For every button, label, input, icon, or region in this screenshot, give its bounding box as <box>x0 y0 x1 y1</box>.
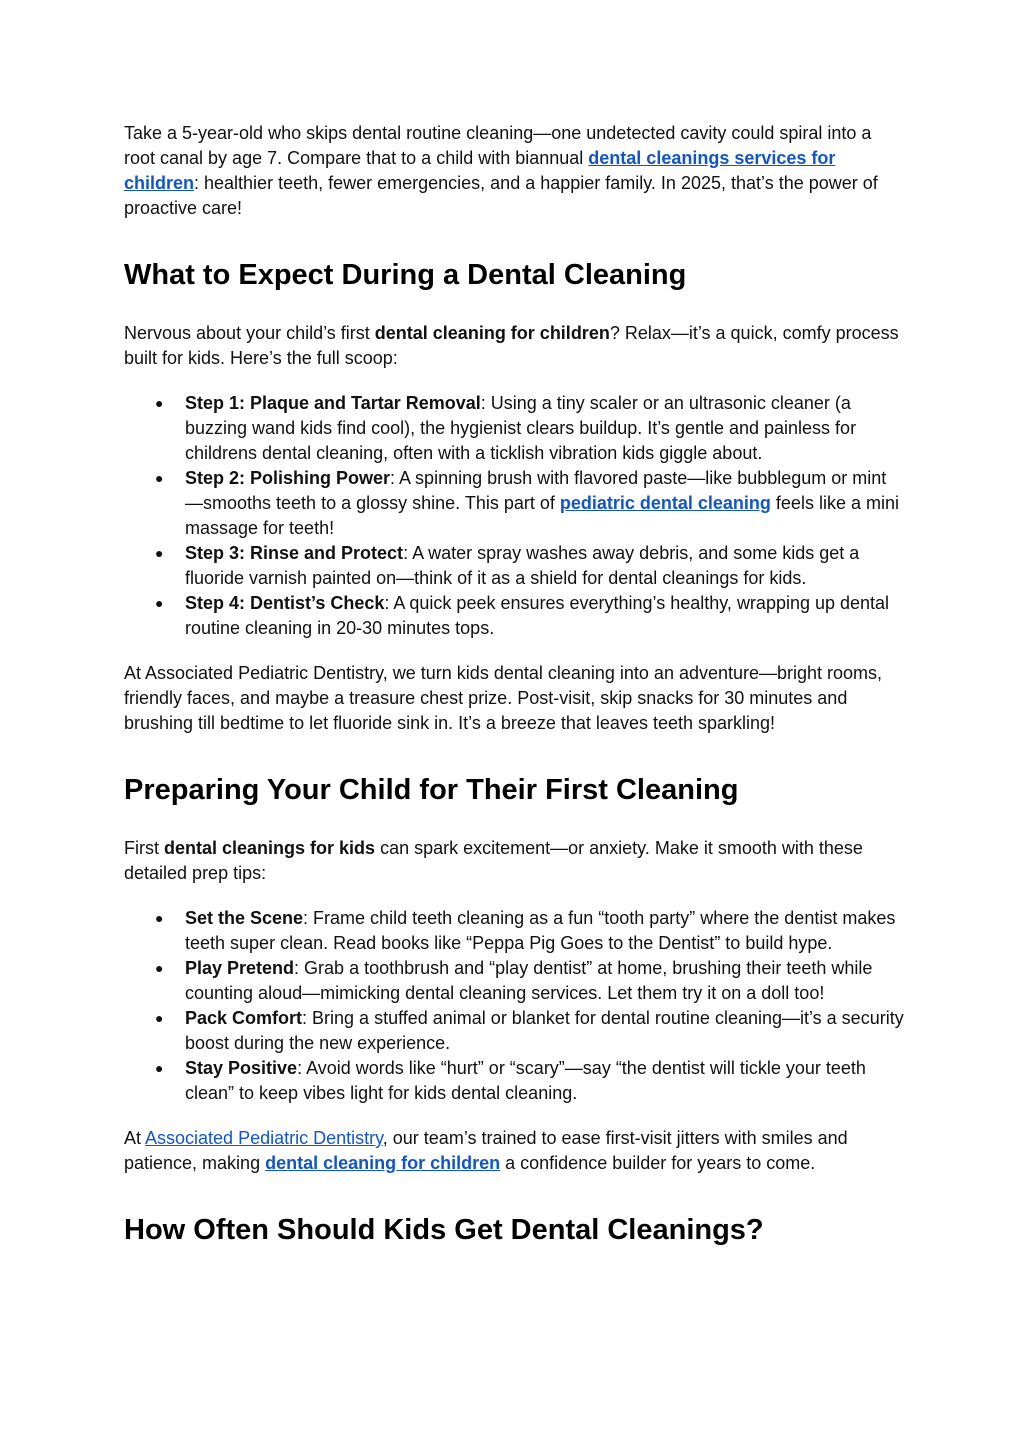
pediatric-dental-cleaning-link[interactable]: pediatric dental cleaning <box>559 493 771 513</box>
list-item-step-1 <box>124 391 904 466</box>
tip-title: Stay Positive <box>185 1058 298 1078</box>
preparing-closing-paragraph <box>124 1126 904 1176</box>
bullet-icon: ● <box>155 545 164 561</box>
bullet-icon: ● <box>155 395 164 411</box>
step-text-after: feels like a mini massage for teeth! <box>185 493 899 538</box>
step-title: Step 3: Rinse and Protect <box>185 543 404 563</box>
bullet-icon: ● <box>155 1060 164 1076</box>
preparing-lead-text-1: First <box>124 838 164 858</box>
expect-closing-paragraph: At Associated Pediatric Dentistry, we turn kids dental cleaning into an adventure—bright rooms, friendly faces, and maybe a treasure chest prize. Post-visit, skip snacks for 30 minutes and brushing till bedtime to let fluoride sink in. It’s a breeze that leaves teeth sparkling! <box>124 663 883 733</box>
step-title: Step 1: Plaque and Tartar Removal <box>185 393 481 413</box>
step-text: : A quick peek ensures everything’s healthy, wrapping up dental routine cleaning in 20-30 minutes tops. <box>185 593 890 638</box>
expect-lead-bold: dental cleaning for children <box>374 323 610 343</box>
list-item-step-3 <box>124 541 904 591</box>
heading-preparing-child: Preparing Your Child for Their First Cleaning <box>124 774 739 806</box>
tip-title: Set the Scene <box>185 908 304 928</box>
tip-text: : Grab a toothbrush and “play dentist” at home, brushing their teeth while counting aloud—mimicking dental cleaning services. Let them try it on a doll too! <box>185 958 873 1003</box>
document-page <box>124 121 904 1248</box>
step-text: : Using a tiny scaler or an ultrasonic cleaner (a buzzing wand kids find cool), the hygienist clears buildup. It’s gentle and painless for childrens dental cleaning, often with a ticklish vibration kids giggle about. <box>185 393 857 463</box>
bullet-icon: ● <box>155 910 164 926</box>
steps-list <box>124 391 904 641</box>
prep-tips-list <box>124 906 904 1106</box>
list-item-step-2 <box>124 466 904 541</box>
expect-lead-text-2: ? Relax—it’s a quick, comfy process built for kids. Here’s the full scoop: <box>124 323 899 368</box>
preparing-lead-text-2: can spark excitement—or anxiety. Make it smooth with these detailed prep tips: <box>124 838 863 883</box>
step-text: : A water spray washes away debris, and some kids get a fluoride varnish painted on—think of it as a shield for dental cleanings for kids. <box>185 543 860 588</box>
tip-title: Play Pretend <box>185 958 295 978</box>
tip-text: : Frame child teeth cleaning as a fun “tooth party” where the dentist makes teeth super clean. Read books like “Peppa Pig Goes to the Dentist” to build hype. <box>185 908 896 953</box>
tip-title: Pack Comfort <box>185 1008 303 1028</box>
dental-cleaning-for-children-link[interactable]: dental cleaning for children <box>265 1153 501 1173</box>
expect-lead-text-1: Nervous about your child’s first <box>124 323 375 343</box>
preparing-lead-paragraph <box>124 836 904 886</box>
step-title: Step 2: Polishing Power <box>185 468 391 488</box>
bullet-icon: ● <box>155 595 164 611</box>
bullet-icon: ● <box>155 470 164 486</box>
intro-paragraph <box>124 121 904 221</box>
step-title: Step 4: Dentist’s Check <box>185 593 385 613</box>
tip-text: : Avoid words like “hurt” or “scary”—say “the dentist will tickle your teeth clean” to keep vibes light for kids dental cleaning. <box>185 1058 866 1103</box>
expect-lead-paragraph <box>124 321 904 371</box>
preparing-lead-bold: dental cleanings for kids <box>164 838 376 858</box>
list-item-tip-3 <box>124 1006 904 1056</box>
intro-text-1: Take a 5-year-old who skips dental routine cleaning—one undetected cavity could spiral into a root canal by age 7. Compare that to a child with biannual <box>124 123 872 168</box>
list-item-tip-1 <box>124 906 904 956</box>
preparing-closing-text-3: a confidence builder for years to come. <box>500 1153 816 1173</box>
bullet-icon: ● <box>155 960 164 976</box>
tip-text: : Bring a stuffed animal or blanket for dental routine cleaning—it’s a security boost during the new experience. <box>185 1008 904 1053</box>
step-text: : A spinning brush with flavored paste—like bubblegum or mint—smooths teeth to a glossy shine. This part of <box>185 468 887 513</box>
dental-cleanings-services-link[interactable]: dental cleanings services for children <box>124 148 836 193</box>
list-item-tip-4 <box>124 1056 904 1106</box>
preparing-closing-text-2: , our team’s trained to ease first-visit jitters with smiles and patience, making <box>124 1128 848 1173</box>
heading-how-often: How Often Should Kids Get Dental Cleanings? <box>124 1214 764 1246</box>
associated-pediatric-dentistry-link[interactable]: Associated Pediatric Dentistry <box>145 1128 383 1148</box>
intro-text-2: : healthier teeth, fewer emergencies, and a happier family. In 2025, that’s the power of proactive care! <box>124 173 878 218</box>
preparing-closing-text-1: At <box>124 1128 146 1148</box>
bullet-icon: ● <box>155 1010 164 1026</box>
list-item-tip-2 <box>124 956 904 1006</box>
heading-what-to-expect: What to Expect During a Dental Cleaning <box>124 259 687 291</box>
list-item-step-4 <box>124 591 904 641</box>
